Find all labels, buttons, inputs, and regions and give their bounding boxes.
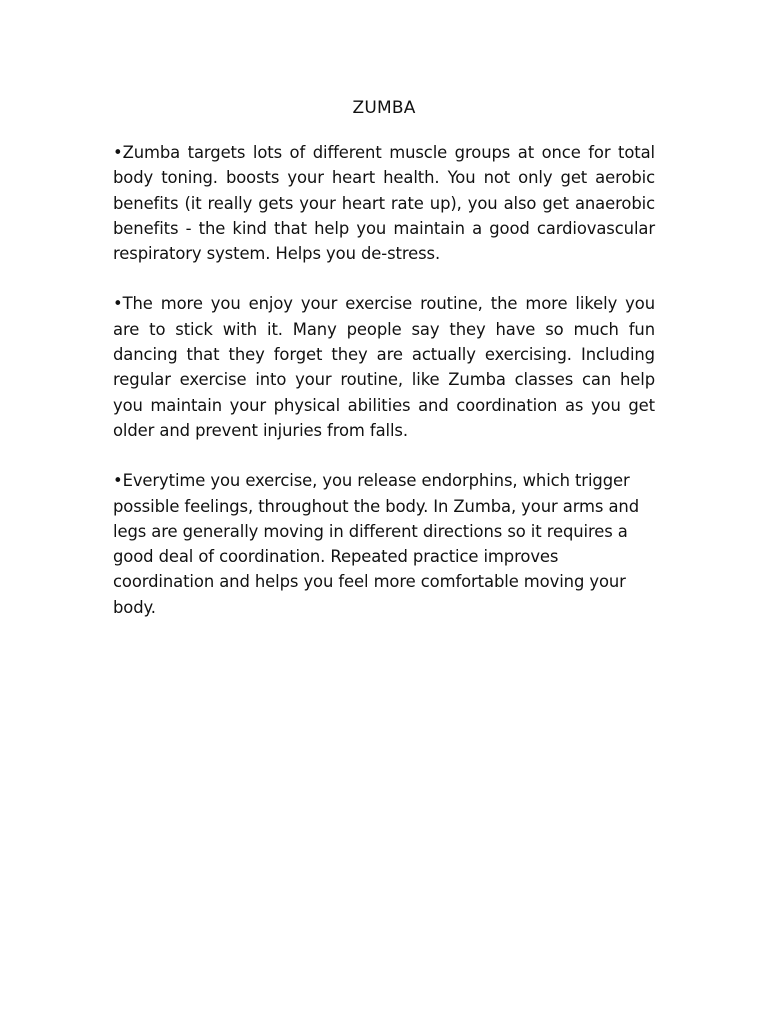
paragraph-exercise-routine: •The more you enjoy your exercise routine, the more likely you are to stick with it. Many people say they have so much fun dancing that they forget they are actually exercising. Including regular exercise into your routine, like Zumba classes can help you maintain your physical abilities and coordination as you get older and prevent injuries from falls. [113, 294, 655, 440]
paragraph-endorphins: •Everytime you exercise, you release endorphins, which trigger possible feelings, throughout the body. In Zumba, your arms and legs are generally moving in different directions so it requires a good deal of coordination. Repeated practice improves coordination and helps you feel more comfortable moving your body. [113, 471, 639, 617]
paragraph-muscle-groups: •Zumba targets lots of different muscle groups at once for total body toning. boosts your heart health. You not only get aerobic benefits (it really gets your heart rate up), you also get anaerobic benefits - the kind that help you maintain a good cardiovascular respiratory system. Helps you de-stress. [113, 143, 655, 264]
document-title: ZUMBA [352, 98, 416, 118]
document-body [113, 140, 655, 620]
